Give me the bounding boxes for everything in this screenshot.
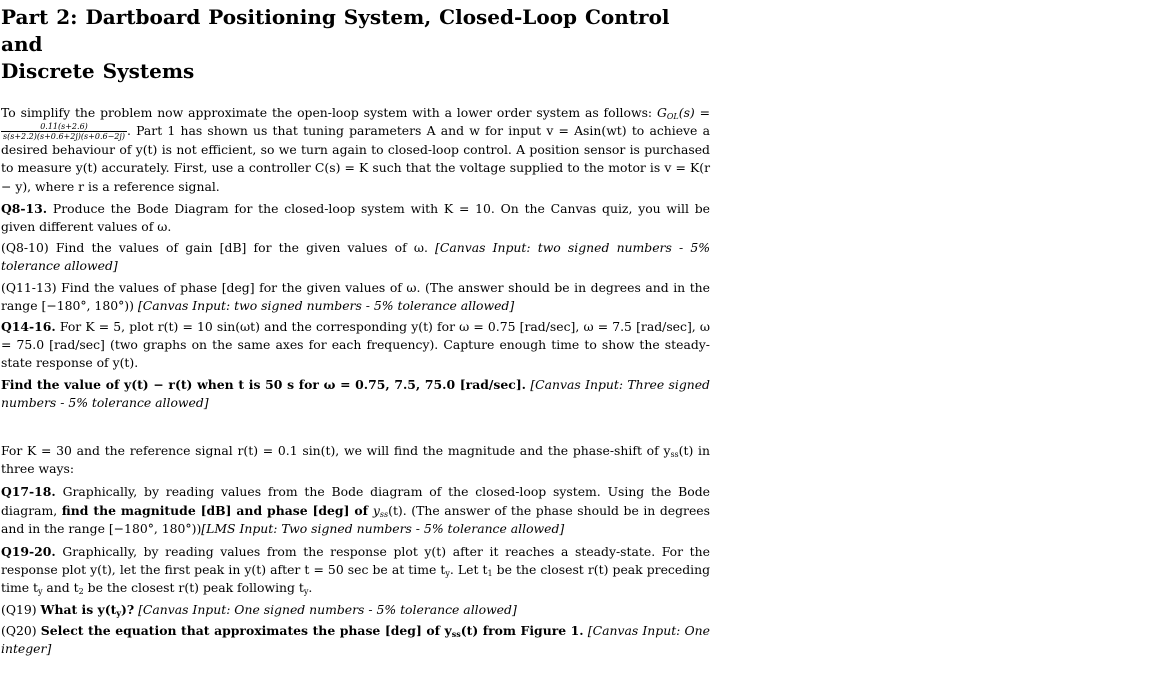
intro-sentence-3: v = Asin(wt) to achieve a desired behaviour of y(t) is not efficient, so we turn again to closed-loop control. — [1, 123, 710, 158]
question-q20 — [1, 622, 710, 658]
q17-18-text-2: (t). (The answer of the phase should be in degrees and in the range [−180°, 180°)) — [1, 502, 710, 536]
question-q19-20 — [1, 543, 710, 598]
k30-paragraph: For K = 30 and the reference signal r(t) = 0.1 sin(t), we will find the magnitude and the phase-shift of $y_{ss}(t)$ in three ways: — [1, 443, 711, 477]
q17-18-text-1: Graphically, by reading values from the Bode diagram of the closed-loop system. Using the Bode diagram, — [1, 484, 710, 518]
gol-lhs: $G_{OL}(s)$ = — [656, 105, 710, 121]
section-title — [1, 4, 710, 85]
q8-10-note: [Canvas Input: two signed numbers - 5% tolerance allowed] — [1, 240, 710, 274]
gol-numerator: 0.11(s+2.6) — [1, 122, 127, 132]
title-line-1: Part 2: Dartboard Positioning System, Closed-Loop Control and — [1, 5, 670, 56]
q19-20-text: Graphically, by reading values from the response plot y(t) after it reaches a steady-state. For the response plot y(t), let the first peak in y(t) after t = 50 sec be at time $t_y$. Let $t_1$ be the closest r(t) peak preceding time $t_y$ and $t_2$ be the closest r(t) peak following $t_y$. — [1, 544, 711, 597]
q20-bold: Select the equation that approximates the phase [deg] of $y_{ss}(t)$ from Figure 1. — [40, 622, 584, 639]
question-q19 — [1, 601, 710, 619]
title-line-2: Discrete Systems — [1, 59, 195, 83]
question-q8-10 — [1, 239, 710, 275]
q14-16-find — [1, 376, 710, 412]
k30-tail: (t) in three ways: — [1, 443, 711, 477]
intro-sentence-5: voltage supplied to the motor is v = K(r − y), where r is a reference signal. — [1, 160, 710, 194]
q14-16-find-text: Find the value of y(t) − r(t) when t is 50 s for ω = 0.75, 7.5, 75.0 [rad/sec]. — [1, 376, 526, 392]
gol-fraction — [1, 122, 127, 141]
question-q14-16 — [1, 318, 710, 373]
q8-13-label: Q8-13. — [1, 200, 48, 216]
q17-18-bold: find the magnitude [dB] and phase [deg] of $y_{ss}$ — [61, 502, 389, 519]
q11-13-note: [Canvas Input: two signed numbers - 5% tolerance allowed] — [137, 297, 515, 313]
q20-note: [Canvas Input: One integer] — [1, 622, 710, 657]
q8-13-text: Produce the Bode Diagram for the closed-loop system with K = 10. On the Canvas quiz, you will be given different values of ω. — [1, 200, 710, 235]
q14-16-label: Q14-16. — [1, 319, 56, 335]
q19-bold: What is $y(t_y)$? — [40, 601, 135, 618]
intro-sentence-1: To simplify the problem now approximate the open-loop system with a lower order system as follows: — [1, 105, 653, 120]
q11-13-text: (Q11-13) Find the values of phase [deg] for the given values of ω. (The answer should be in degrees and in the range [−180°, 180°)) — [1, 279, 710, 313]
q17-18-label: Q17-18. — [1, 484, 56, 500]
q20-prefix: (Q20) — [1, 622, 37, 638]
question-q17-18 — [1, 483, 710, 538]
q19-20-label: Q19-20. — [1, 544, 56, 560]
document — [1, 4, 710, 658]
q8-10-text: (Q8-10) Find the values of gain [dB] for the given values of ω. — [1, 240, 428, 256]
question-q8-13 — [1, 200, 710, 236]
k30-text: For K = 30 and the reference signal r(t) = 0.1 sin(t), we will find the magnitude and the phase-shift of y — [1, 443, 671, 459]
question-q11-13 — [1, 279, 710, 315]
q14-16-note: [Canvas Input: Three signed numbers - 5% tolerance allowed] — [1, 376, 710, 410]
intro-sentence-4: A position sensor is purchased to measure y(t) accurately. First, use a controller C(s) = K such that the — [1, 142, 710, 176]
intro-sentence-2: . Part 1 has shown us that tuning parameters A and w for input — [126, 123, 542, 139]
gol-denominator: s(s+2.2)(s+0.6+2j)(s+0.6−2j) — [3, 132, 125, 142]
q19-prefix: (Q19) — [1, 601, 37, 617]
intro-paragraph — [1, 104, 710, 196]
q17-18-note: [LMS Input: Two signed numbers - 5% tolerance allowed] — [201, 520, 565, 536]
q19-note: [Canvas Input: One signed numbers - 5% tolerance allowed] — [138, 601, 517, 617]
q14-16-text: For K = 5, plot r(t) = 10 sin(ωt) and the corresponding y(t) for ω = 0.75 [rad/sec], ω = 7.5 [rad/sec], ω = 75.0 [rad/sec] (two graphs on the same axes for each frequency). Capture enough time to show the steady-state response of y(t). — [1, 319, 710, 371]
